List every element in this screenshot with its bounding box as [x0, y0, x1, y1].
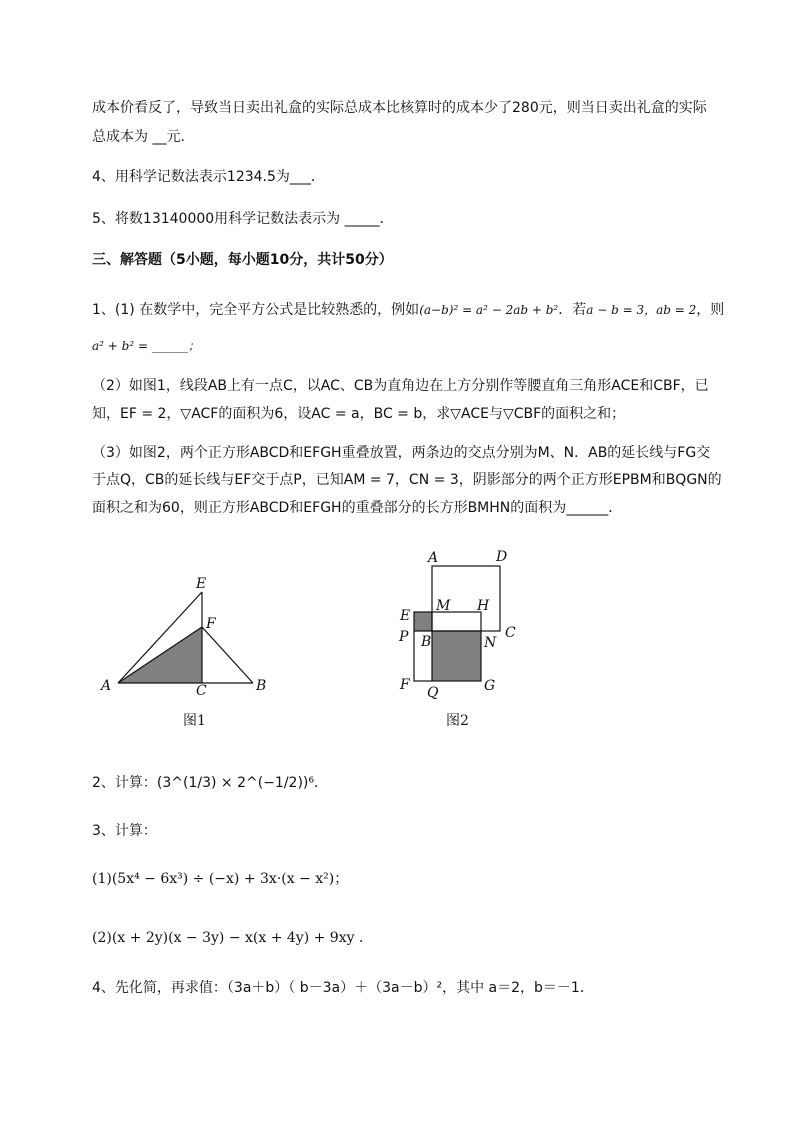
figure-1-caption: 图1 [183, 713, 206, 729]
q1-part1-text-b: ．若 [558, 302, 587, 318]
fig1-label-b: B [256, 678, 267, 694]
fig2-label-m: M [436, 598, 451, 614]
continuation-line-2: 总成本为 __元． [92, 129, 195, 145]
fig2-label-p: P [399, 629, 409, 645]
figure-1 [99, 576, 266, 699]
question-2: 2、计算：(3^(1/3) × 2^(−1/2))⁶． [92, 775, 328, 791]
q1-part3-line3: 面积之和为60，则正方形ABCD和EFGH的重叠部分的长方形BMHN的面积为______． [92, 500, 623, 516]
section-title-answers: 三、解答题（5小题，每小题10分，共计50分） [92, 252, 393, 268]
q1-part1-answer-blank: a² + b² = ______； [92, 339, 200, 353]
fig1-label-c: C [196, 683, 207, 699]
q1-part1-line1 [92, 300, 724, 320]
q1-part2-line1: （2）如图1，线段AB上有一点C，以AC、CB为直角边在上方分别作等腰直角三角形ACE和CBF，已 [92, 378, 709, 394]
fill-question-5: 5、将数13140000用科学记数法表示为 _____． [92, 211, 394, 227]
fig1-label-a: A [101, 678, 112, 694]
fig1-label-e: E [196, 576, 207, 592]
q1-part1-line2 [92, 336, 200, 356]
fig2-label-a: A [428, 550, 439, 566]
fig2-label-h: H [477, 598, 490, 614]
fig2-label-q: Q [427, 685, 439, 701]
fig2-label-n: N [484, 635, 497, 651]
fig2-label-c: C [505, 625, 516, 641]
figure-2-caption: 图2 [446, 713, 469, 729]
q1-part2-line2: 知，EF = 2，▽ACF的面积为6，设AC = a，BC = b，求▽ACE与▽CBF的面积之和； [92, 406, 626, 422]
question-3-item-2: (2)(x + 2y)(x − 3y) − x(x + 4y) + 9xy ． [92, 930, 373, 946]
figure-2 [398, 549, 516, 701]
question-3-item-1: (1)(5x⁴ − 6x³) ÷ (−x) + 3x·(x − x²)； [92, 871, 349, 887]
question-4: 4、先化简，再求值：（3a＋b）（ b－3a）＋（3a－b）²，其中 a＝2，b＝－1． [92, 980, 594, 996]
fig2-label-b: B [421, 634, 432, 650]
fig1-label-f: F [206, 616, 216, 632]
q1-part1-condition: a − b = 3，ab = 2 [586, 303, 697, 317]
fill-question-4: 4、用科学记数法表示1234.5为___． [92, 169, 325, 185]
q1-part3-line2: 于点Q，CB的延长线与EF交于点P，已知AM = 7，CN = 3，阴影部分的两个正方形EPBM和BQGN的 [92, 472, 722, 488]
fig1-segment-fb [202, 627, 253, 683]
fig2-shaded-square-bqgn [432, 631, 481, 681]
question-3-title: 3、计算： [92, 823, 157, 839]
fig2-shaded-square-epbm [414, 612, 432, 631]
q1-part1-text-a: 1、(1) 在数学中，完全平方公式是比较熟悉的，例如 [92, 302, 420, 318]
fig2-label-e: E [400, 608, 411, 624]
fig2-label-d: D [496, 549, 508, 565]
q1-part1-text-c: ，则 [696, 302, 725, 318]
q1-part3-line1: （3）如图2，两个正方形ABCD和EFGH重叠放置，两条边的交点分别为M、N．AB的延长线与FG交 [92, 445, 711, 461]
q1-part1-formula: (a−b)² = a² − 2ab + b² [419, 303, 559, 317]
fig2-label-g: G [484, 678, 496, 694]
figures-canvas [0, 540, 794, 810]
fig2-label-f: F [400, 677, 410, 693]
continuation-line-1: 成本价看反了，导致当日卖出礼盒的实际总成本比核算时的成本少了280元，则当日卖出礼盒的实际 [92, 100, 707, 116]
